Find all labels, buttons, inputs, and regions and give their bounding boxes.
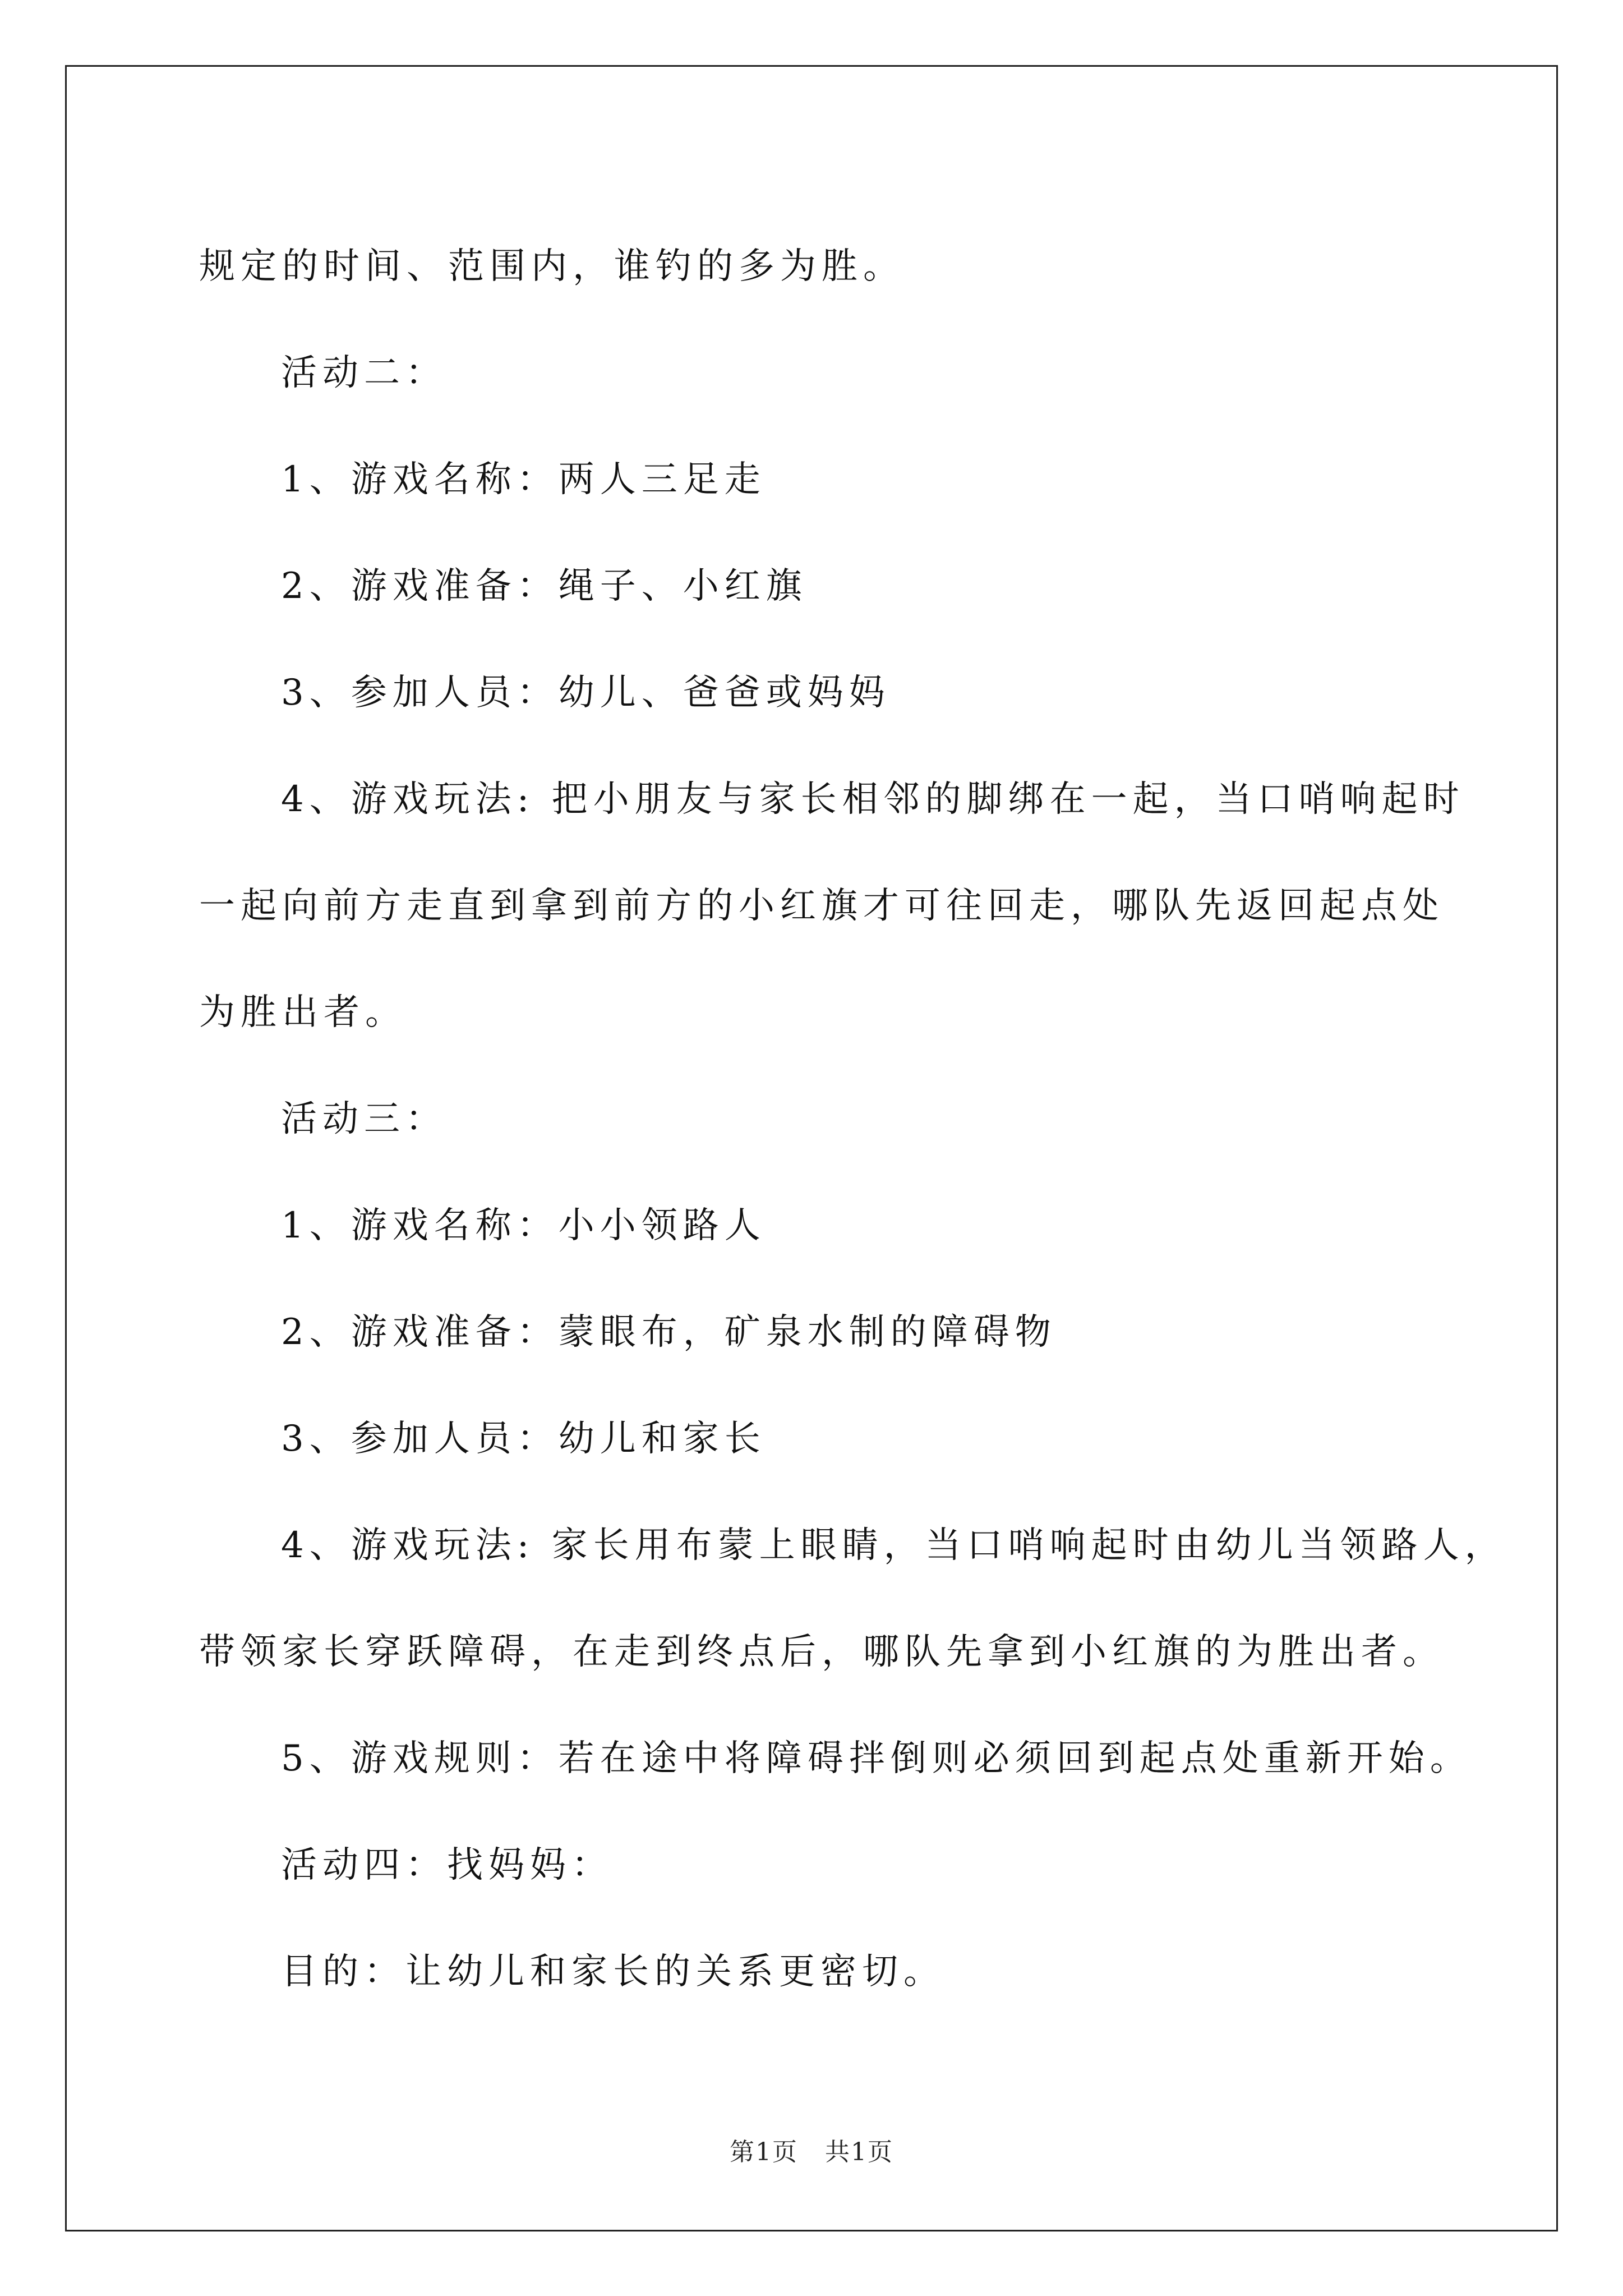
page-total: 共1页 — [825, 2138, 893, 2166]
document-body — [199, 213, 1506, 2025]
paragraph: 一起向前方走直到拿到前方的小红旗才可往回走，哪队先返回起点处 — [199, 885, 1444, 927]
paragraph: 3、参加人员：幼儿和家长 — [281, 1418, 766, 1460]
paragraph: 1、游戏名称：两人三足走 — [281, 459, 766, 500]
paragraph: 活动四：找妈妈： — [281, 1844, 613, 1886]
paragraph: 带领家长穿跃障碍，在走到终点后，哪队先拿到小红旗的为胜出者。 — [199, 1631, 1444, 1673]
page-number: 第1页 — [730, 2138, 798, 2166]
paragraph: 3、参加人员：幼儿、爸爸或妈妈 — [281, 672, 891, 714]
page-footer — [0, 2132, 1623, 2168]
paragraph: 2、游戏准备：蒙眼布，矿泉水制的障碍物 — [281, 1312, 1057, 1353]
paragraph: 活动三： — [281, 1098, 447, 1140]
paragraph: 为胜出者。 — [199, 992, 407, 1033]
paragraph: 4、游戏玩法: 家长用布蒙上眼睛，当口哨响起时由幼儿当领路人， — [281, 1525, 1506, 1566]
paragraph: 2、游戏准备：绳子、小红旗 — [281, 565, 808, 607]
paragraph: 1、游戏名称：小小领路人 — [281, 1205, 766, 1246]
paragraph: 目的：让幼儿和家长的关系更密切。 — [281, 1951, 945, 1993]
paragraph: 4、游戏玩法: 把小朋友与家长相邻的脚绑在一起，当口哨响起时 — [281, 779, 1465, 820]
paragraph: 5、游戏规则：若在途中将障碍拌倒则必须回到起点处重新开始。 — [281, 1738, 1472, 1779]
paragraph: 规定的时间、范围内，谁钓的多为胜。 — [199, 246, 905, 287]
paragraph: 活动二： — [281, 352, 447, 394]
